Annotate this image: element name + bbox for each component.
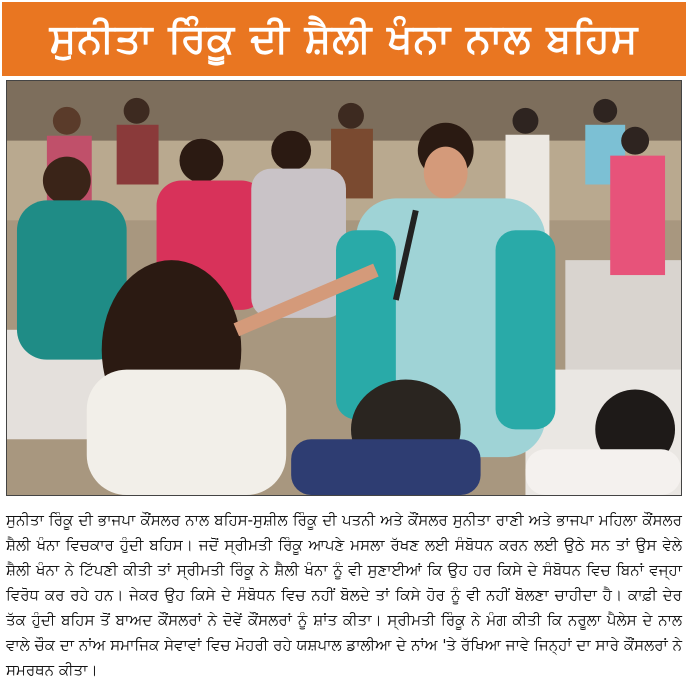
photo-illustration	[7, 81, 681, 495]
photo-caption: ਸੁਨੀਤਾ ਰਿੰਕੂ ਦੀ ਭਾਜਪਾ ਕੌਂਸਲਰ ਨਾਲ ਬਹਿਸ-ਸੁਸ਼ੀਲ ਰਿੰਕੂ ਦੀ ਪਤਨੀ ਅਤੇ ਕੌਂਸਲਰ ਸੁਨੀਤਾ ਰਾਣੀ ਅਤੇ ਭਾਜਪਾ ਮਹਿਲਾ ਕੌਂਸਲਰ ਸ਼ੈਲੀ ਖੰਨਾ ਵਿਚਕਾਰ ਹੁੰਦੀ ਬਹਿਸ। ਜਦੋਂ ਸ੍ਰੀਮਤੀ ਰਿੰਕੂ ਆਪਣੇ ਮਸਲਾ ਰੱਖਣ ਲਈ ਸੰਬੋਧਨ ਕਰਨ ਲਈ ਉਠੇ ਸਨ ਤਾਂ ਉਸ ਵੇਲੇ ਸ਼ੈਲੀ ਖੰਨਾ ਨੇ ਟਿੱਪਣੀ ਕੀਤੀ ਤਾਂ ਸ੍ਰੀਮਤੀ ਰਿੰਕੂ ਨੇ ਸ਼ੈਲੀ ਖੰਨਾ ਨੂੰ ਵੀ ਸੁਣਾਈਆਂ ਕਿ ਉਹ ਹਰ ਕਿਸੇ ਦੇ ਸੰਬੋਧਨ ਵਿਚ ਬਿਨਾਂ ਵਜ੍ਹਾ ਵਿਰੋਧ ਕਰ ਰਹੇ ਹਨ। ਜੇਕਰ ਉਹ ਕਿਸੇ ਦੇ ਸੰਬੋਧਨ ਵਿਚ ਨਹੀਂ ਬੋਲਦੇ ਤਾਂ ਕਿਸੇ ਹੋਰ ਨੂੰ ਵੀ ਨਹੀਂ ਬੋਲਣਾ ਚਾਹੀਦਾ ਹੈ। ਕਾਫ਼ੀ ਦੇਰ ਤੱਕ ਹੁੰਦੀ ਬਹਿਸ ਤੋਂ ਬਾਅਦ ਕੌਂਸਲਰਾਂ ਨੇ ਦੋਵੇਂ ਕੌਂਸਲਰਾਂ ਨੂੰ ਸ਼ਾਂਤ ਕੀਤਾ। ਸ੍ਰੀਮਤੀ ਰਿੰਕੂ ਨੇ ਮੰਗ ਕੀਤੀ ਕਿ ਨਰੂਲਾ ਪੈਲੇਸ ਦੇ ਨਾਲ ਵਾਲੇ ਚੌਕ ਦਾ ਨਾਂਅ ਸਮਾਜਿਕ ਸੇਵਾਵਾਂ ਵਿਚ ਮੋਹਰੀ ਰਹੇ ਯਸ਼ਪਾਲ ਡਾਲੀਆ ਦੇ ਨਾਂਅ 'ਤੇ ਰੱਖਿਆ ਜਾਵੇ ਜਿਨ੍ਹਾਂ ਦਾ ਸਾਰੇ ਕੌਂਸਲਰਾਂ ਨੇ ਸਮਰਥਨ ਕੀਤਾ।	[6, 511, 682, 679]
headline-banner	[2, 2, 686, 76]
news-photo	[6, 80, 682, 496]
headline: ਸੁਨੀਤਾ ਰਿੰਕੂ ਦੀ ਸ਼ੈਲੀ ਖੰਨਾ ਨਾਲ ਬਹਿਸ	[49, 16, 639, 62]
